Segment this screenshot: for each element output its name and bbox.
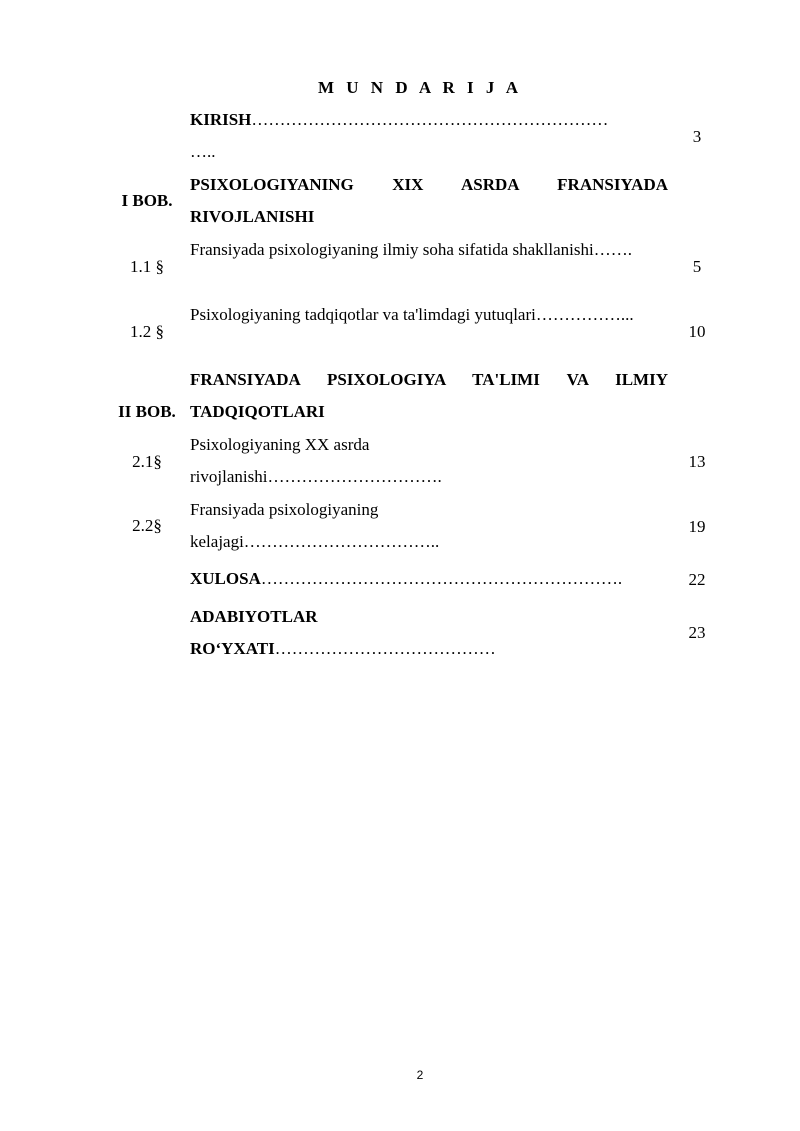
leader-dots: ………………………………… [274,639,496,658]
toc-heading: M U N D A R I J A [317,78,522,97]
section-label: 2.1§ [132,452,162,471]
toc-entry-title [190,104,668,168]
toc-page-number: 22 [688,570,706,589]
section-title [190,429,668,493]
section-label: 1.1 § [130,257,164,276]
leader-dots: ………………………………………………………. [260,569,623,588]
leader-dots: ……………………………………………………… ….. [190,110,609,161]
section-label: 2.2§ [132,516,162,535]
toc-page-number: 3 [692,127,702,146]
toc-page-number: 19 [688,517,706,536]
toc-entry-xulosa-title: XULOSA [190,569,261,588]
toc-page-number: 5 [692,257,702,276]
chapter-label: I BOB. [121,191,173,210]
toc-page-number: 23 [688,623,706,642]
adabiyotlar-title-line1: ADABIYOTLAR [190,607,318,626]
section-title-line: Fransiyada psixologiyaning [190,500,379,519]
page-footer-number: 2 [416,1068,424,1082]
section-title-line: kelajagi…………………………….. [190,532,440,551]
toc-entry-title [190,601,668,665]
toc-entry-kirish-title: KIRISH [190,110,252,129]
section-title-line: rivojlanishi…………………………. [190,467,442,486]
section-title: Fransiyada psixologiyaning ilmiy soha sifatida shakllanishi……. [190,240,632,259]
adabiyotlar-title-line2: RO‘YXATI [190,639,275,658]
chapter-title: PSIXOLOGIYANING XIX ASRDA FRANSIYADA RIVOJLANISHI [190,175,668,226]
toc-entry-title [190,563,668,595]
chapter-title: FRANSIYADA PSIXOLOGIYA TA'LIMI VA ILMIY TADQIQOTLARI [190,370,668,421]
toc-entry-title-line [190,601,668,633]
section-title [190,494,668,558]
toc-entry-title-line [190,633,668,665]
section-title: Psixologiyaning tadqiqotlar va ta'limdagi yutuqlari……………... [190,305,634,324]
section-title-line: Psixologiyaning XX asrda [190,435,370,454]
toc-page-number: 13 [688,452,706,471]
toc-page-number: 10 [688,322,706,341]
chapter-label: II BOB. [118,402,176,421]
section-label: 1.2 § [130,322,164,341]
